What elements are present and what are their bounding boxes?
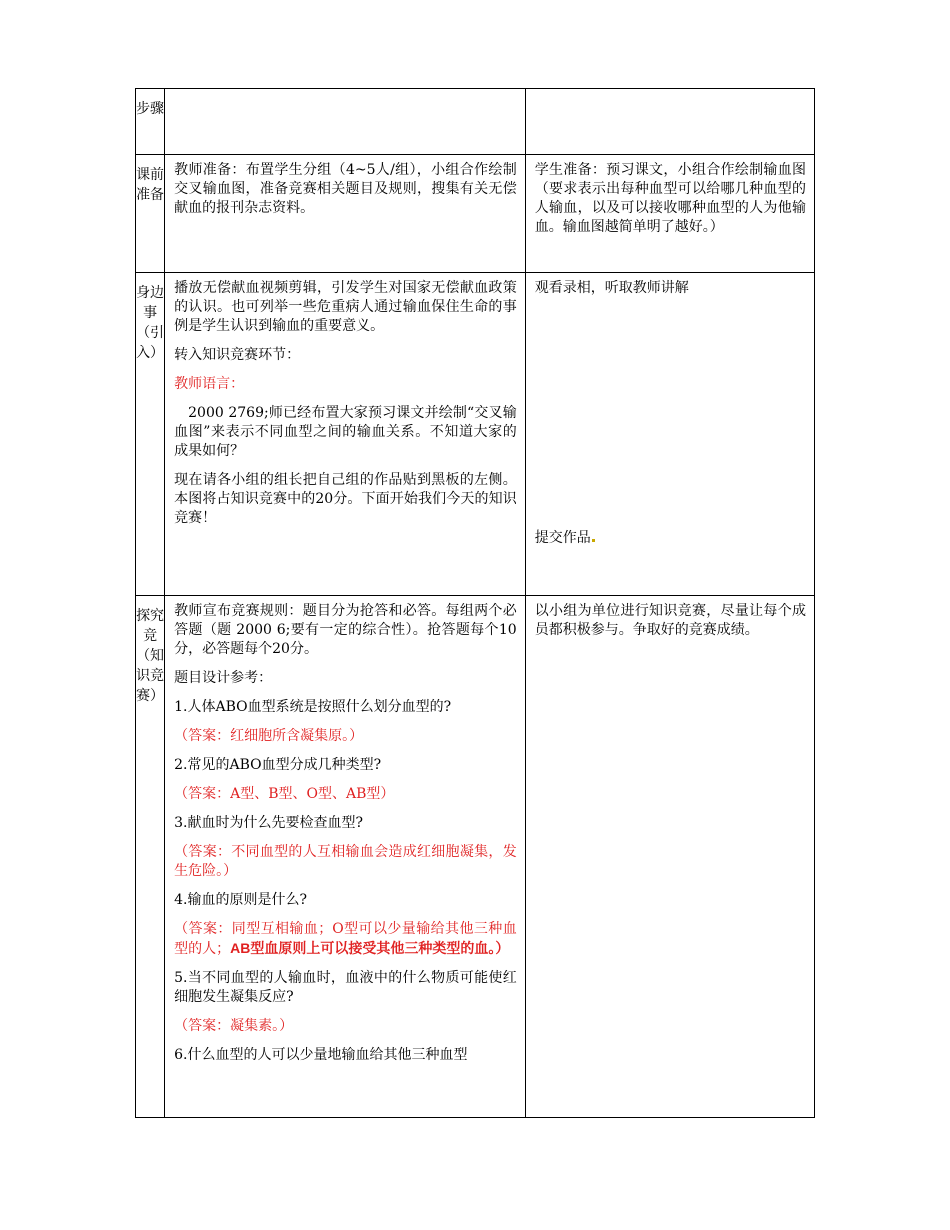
question-3: 3.献血时为什么先要检查血型?	[174, 815, 363, 831]
intro-student-cell	[525, 273, 814, 596]
intro-teacher-cell	[165, 273, 526, 596]
header-teacher-cell	[165, 89, 526, 155]
intro-paragraph: 播放无偿献血视频剪辑，引发学生对国家无偿献血政策的认识。也可列举一些危重病人通过输血保住生命的事例是学生认识到输血的重要意义。	[174, 280, 517, 334]
student-quiz-text: 以小组为单位进行知识竞赛，尽量让每个成员都积极参与。争取好的竞赛成绩。	[534, 603, 806, 638]
header-student-cell	[525, 89, 814, 155]
transition-text: 转入知识竞赛环节：	[174, 347, 301, 363]
quiz-label-cell	[136, 596, 165, 1118]
teacher-language-label: 教师语言：	[174, 376, 245, 392]
teacher-prep-text: 教师准备：布置学生分组（4~5人/组），小组合作绘制交叉输血图，准备竞赛相关题目及规则，搜集有关无偿献血的报刊杂志资料。	[174, 162, 517, 216]
prep-label-cell	[136, 155, 165, 273]
answer-4-part-1: （答案：同型互相输血；O型可以少量输给其他三种血型的人；	[174, 921, 517, 957]
prep-teacher-cell	[165, 155, 526, 273]
table-row-quiz	[136, 596, 815, 1118]
row-label: 身边事（引入）	[136, 285, 165, 361]
student-submit-text: 提交作品	[535, 529, 595, 548]
table-row-intro	[136, 273, 815, 596]
quiz-reference-heading: 题目设计参考：	[174, 670, 273, 686]
marker-dot	[592, 539, 595, 542]
answer-2: （答案：A型、B型、O型、AB型）	[174, 786, 395, 802]
answer-1: （答案：红细胞所含凝集原。）	[174, 728, 364, 744]
teacher-instruction: 现在请各小组的组长把自己组的作品贴到黑板的左侧。本图将占知识竞赛中的20分。下面开始我们今天的知识竞赛！	[174, 472, 517, 526]
lesson-plan-table	[135, 88, 815, 1118]
row-label: 探究竞（知识竞赛）	[136, 608, 165, 704]
question-2: 2.常见的ABO血型分成几种类型?	[174, 757, 382, 773]
answer-4	[174, 920, 517, 959]
student-prep-text: 学生准备：预习课文，小组合作绘制输血图（要求表示出每种血型可以给哪几种血型的人输血，以及可以接收哪种血型的人为他输血。输血图越简单明了越好。）	[534, 162, 806, 235]
quiz-rules: 教师宣布竞赛规则：题目分为抢答和必答。每组两个必答题（题 2000 6;要有一定的综合性）。抢答题每个10分，必答题每个20分。	[174, 603, 517, 657]
table-row-prep	[136, 155, 815, 273]
intro-label-cell	[136, 273, 165, 596]
question-6: 6.什么血型的人可以少量地输血给其他三种血型	[174, 1047, 468, 1063]
quiz-student-cell	[525, 596, 814, 1118]
answer-4-part-2: AB型血原则上可以接受其他三种类型的血。）	[230, 940, 510, 956]
answer-5: （答案：凝集素。）	[174, 1018, 294, 1034]
prep-student-cell	[525, 155, 814, 273]
row-label: 步骤	[136, 101, 165, 117]
teacher-speech: 2000 2769;师已经布置大家预习课文并绘制“交叉输血图”来表示不同血型之间的输血关系。不知道大家的成果如何？	[174, 405, 517, 459]
question-1: 1.人体ABO血型系统是按照什么划分血型的?	[174, 699, 452, 715]
answer-3: （答案：不同血型的人互相输血会造成红细胞凝集，发生危险。）	[174, 844, 517, 879]
row-label: 课前准备	[136, 167, 165, 203]
table-row-header	[136, 89, 815, 155]
step-label-cell	[136, 89, 165, 155]
student-watch-text: 观看录相，听取教师讲解	[534, 280, 689, 296]
question-5: 5.当不同血型的人输血时，血液中的什么物质可能使红细胞发生凝集反应?	[174, 970, 517, 1005]
quiz-teacher-cell	[165, 596, 526, 1118]
question-4: 4.输血的原则是什么?	[174, 892, 307, 908]
